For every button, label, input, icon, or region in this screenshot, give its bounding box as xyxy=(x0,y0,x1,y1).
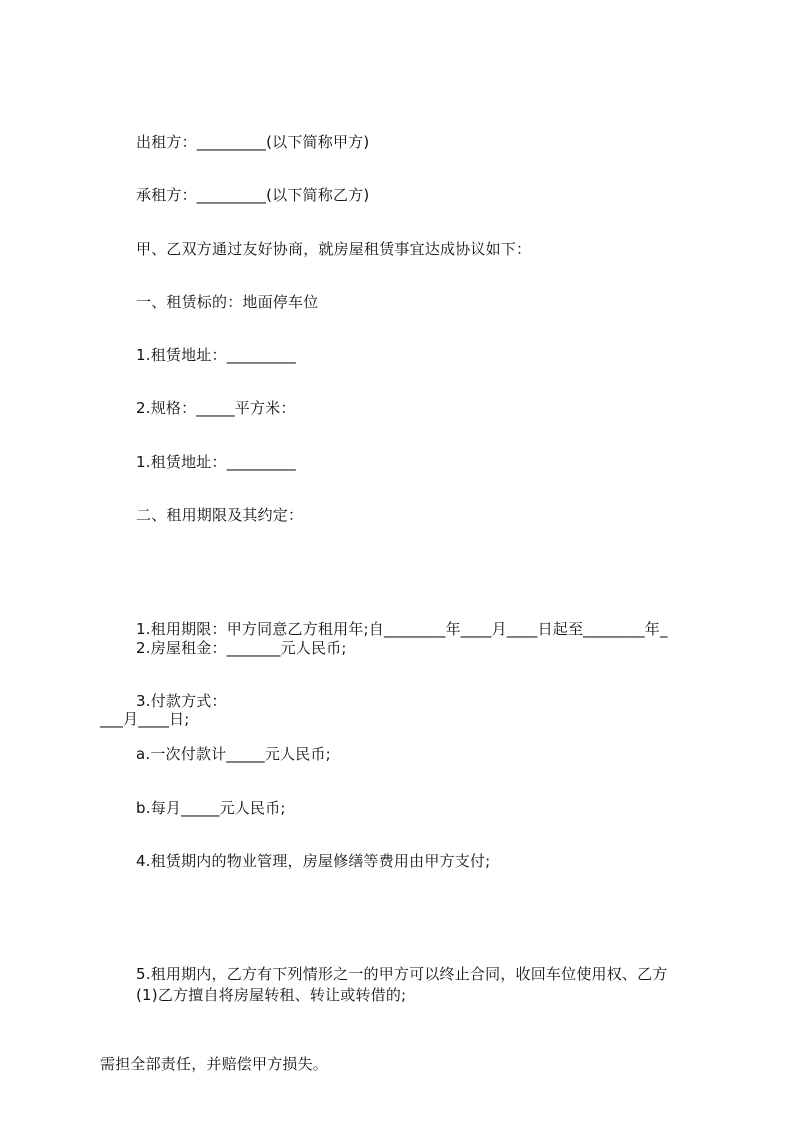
termination-line-1: 5.租用期内，乙方有下列情形之一的甲方可以终止合同，收回车位使用权、乙方 xyxy=(136,965,668,983)
payment-option-a: a.一次付款计_____元人民币; xyxy=(136,745,331,763)
specification-line: 2.规格：_____平方米： xyxy=(136,399,296,417)
lessee-line: 承租方：_________(以下简称乙方) xyxy=(136,186,370,204)
agreement-intro: 甲、乙双方通过友好协商，就房屋租赁事宜达成协议如下： xyxy=(136,240,532,258)
lease-address-line: 1.租赁地址：_________ xyxy=(136,346,297,364)
termination-line-2: 需担全部责任，并赔偿甲方损失。 xyxy=(100,1055,329,1073)
lease-term-line-1: 1.租用期限：甲方同意乙方租用年;自________年____月____日起至________年_ xyxy=(136,620,668,638)
lease-address-line-repeat: 1.租赁地址：_________ xyxy=(136,453,297,471)
section-heading-term: 二、租用期限及其约定： xyxy=(136,506,304,524)
payment-option-b: b.每月_____元人民币; xyxy=(136,799,286,817)
maintenance-line: 4.租赁期内的物业管理，房屋修缮等费用由甲方支付; xyxy=(136,852,491,870)
lessor-line: 出租方：_________(以下简称甲方) xyxy=(136,133,370,151)
lease-term-line-2: ___月____日; xyxy=(100,710,190,728)
payment-method-heading: 3.付款方式： xyxy=(136,692,227,710)
section-heading-lease-object: 一、租赁标的：地面停车位 xyxy=(136,293,319,311)
rent-line: 2.房屋租金：_______元人民币; xyxy=(136,639,347,657)
termination-paragraph xyxy=(100,899,668,1139)
termination-clause-1: (1)乙方擅自将房屋转租、转让或转借的; xyxy=(136,986,407,1004)
